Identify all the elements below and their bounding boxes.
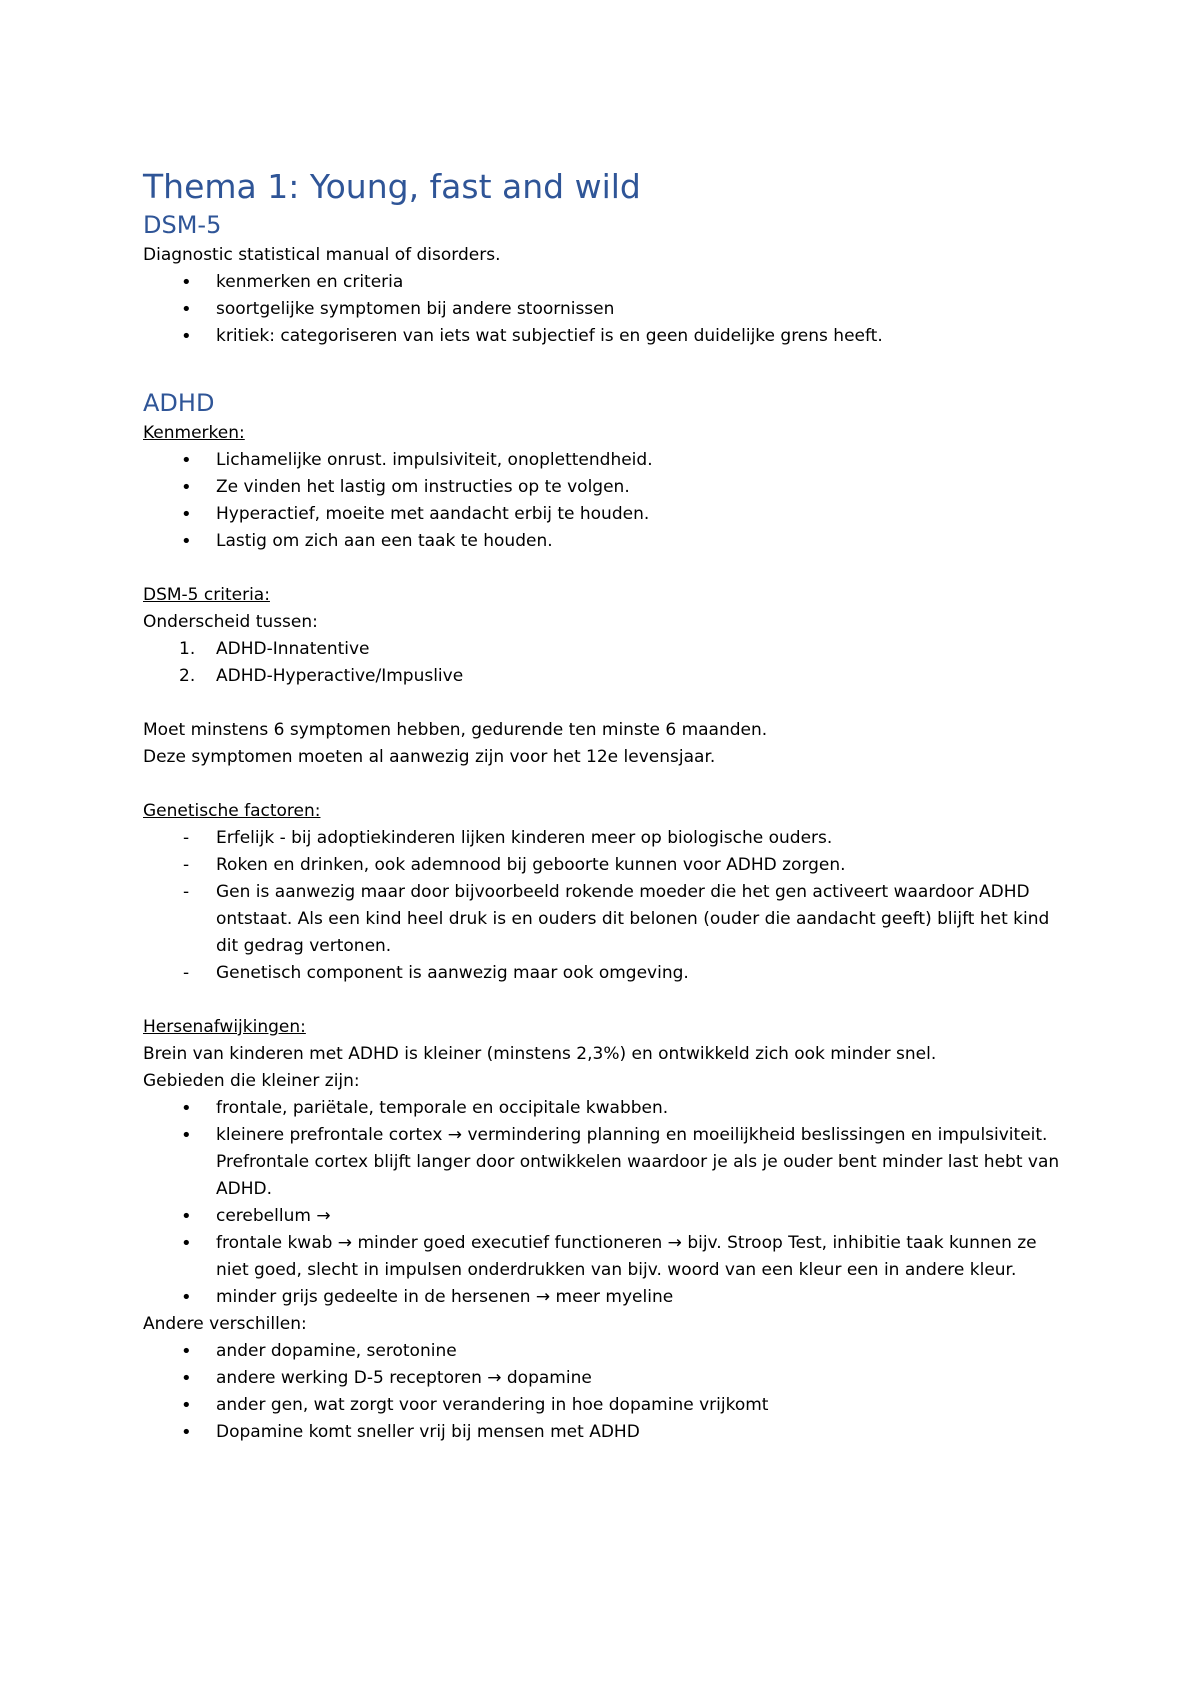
list-item: • Lastig om zich aan een taak te houden. bbox=[143, 528, 1063, 555]
list-item: • soortgelijke symptomen bij andere stoornissen bbox=[143, 296, 1063, 323]
list-item: - Erfelijk - bij adoptiekinderen lijken kinderen meer op biologische ouders. bbox=[143, 825, 1063, 852]
list-item: - Gen is aanwezig maar door bijvoorbeeld rokende moeder die het gen activeert waardoor ADHD ontstaat. Als een kind heel druk is en ouders dit belonen (ouder die aandacht geeft) blijft het kind dit gedrag vertonen. bbox=[143, 879, 1063, 960]
list-item: - Roken en drinken, ook ademnood bij geboorte kunnen voor ADHD zorgen. bbox=[143, 852, 1063, 879]
andere-label: Andere verschillen: bbox=[143, 1314, 307, 1334]
criteria-line-1: Moet minstens 6 symptomen hebben, gedurende ten minste 6 maanden. bbox=[143, 720, 768, 740]
list-text: ADHD-Innatentive bbox=[216, 639, 370, 659]
list-item bbox=[143, 663, 1063, 690]
list-item: • Hyperactief, moeite met aandacht erbij te houden. bbox=[143, 501, 1063, 528]
criteria-list bbox=[143, 636, 1063, 690]
criteria-intro: Onderscheid tussen: bbox=[143, 612, 318, 632]
heading-dsm5: DSM-5 bbox=[143, 211, 222, 239]
hersen-line-2: Gebieden die kleiner zijn: bbox=[143, 1071, 360, 1091]
kenmerken-list bbox=[143, 447, 1063, 555]
list-item: • ander gen, wat zorgt voor verandering in hoe dopamine vrijkomt bbox=[143, 1392, 1063, 1419]
document-body bbox=[143, 168, 1063, 1446]
hersen-list bbox=[143, 1095, 1063, 1311]
page-title: Thema 1: Young, fast and wild bbox=[143, 167, 641, 206]
dsm-intro: Diagnostic statistical manual of disorders. bbox=[143, 245, 501, 265]
list-item: - Genetisch component is aanwezig maar ook omgeving. bbox=[143, 960, 1063, 987]
genetisch-label: Genetische factoren: bbox=[143, 801, 321, 821]
list-text: ADHD-Hyperactive/Impuslive bbox=[216, 666, 464, 686]
list-marker: 2. bbox=[179, 666, 196, 686]
list-item bbox=[143, 636, 1063, 663]
list-item: • ander dopamine, serotonine bbox=[143, 1338, 1063, 1365]
hersen-label: Hersenafwijkingen: bbox=[143, 1017, 306, 1037]
list-item: • frontale kwab → minder goed executief functioneren → bijv. Stroop Test, inhibitie taak kunnen ze niet goed, slecht in impulsen onderdrukken van bijv. woord van een kleur een in andere kleur. bbox=[143, 1230, 1063, 1284]
andere-list bbox=[143, 1338, 1063, 1446]
list-item: • Dopamine komt sneller vrij bij mensen met ADHD bbox=[143, 1419, 1063, 1446]
criteria-line-2: Deze symptomen moeten al aanwezig zijn voor het 12e levensjaar. bbox=[143, 747, 716, 767]
dsm-list bbox=[143, 269, 1063, 350]
list-item: • Lichamelijke onrust. impulsiviteit, onoplettendheid. bbox=[143, 447, 1063, 474]
hersen-line-1: Brein van kinderen met ADHD is kleiner (minstens 2,3%) en ontwikkeld zich ook minder snel. bbox=[143, 1044, 937, 1064]
heading-adhd: ADHD bbox=[143, 389, 215, 417]
list-item: • cerebellum → bbox=[143, 1203, 1063, 1230]
list-item: • minder grijs gedeelte in de hersenen → meer myeline bbox=[143, 1284, 1063, 1311]
criteria-label: DSM-5 criteria: bbox=[143, 585, 270, 605]
list-item: • kenmerken en criteria bbox=[143, 269, 1063, 296]
list-item: • frontale, pariëtale, temporale en occipitale kwabben. bbox=[143, 1095, 1063, 1122]
genetisch-list bbox=[143, 825, 1063, 987]
list-item: • kritiek: categoriseren van iets wat subjectief is en geen duidelijke grens heeft. bbox=[143, 323, 1063, 350]
list-item: • kleinere prefrontale cortex → vermindering planning en moeilijkheid beslissingen en impulsiviteit. Prefrontale cortex blijft langer door ontwikkelen waardoor je als je ouder bent minder last hebt van ADHD. bbox=[143, 1122, 1063, 1203]
kenmerken-label: Kenmerken: bbox=[143, 423, 245, 443]
list-item: • andere werking D-5 receptoren → dopamine bbox=[143, 1365, 1063, 1392]
list-marker: 1. bbox=[179, 639, 196, 659]
list-item: • Ze vinden het lastig om instructies op te volgen. bbox=[143, 474, 1063, 501]
